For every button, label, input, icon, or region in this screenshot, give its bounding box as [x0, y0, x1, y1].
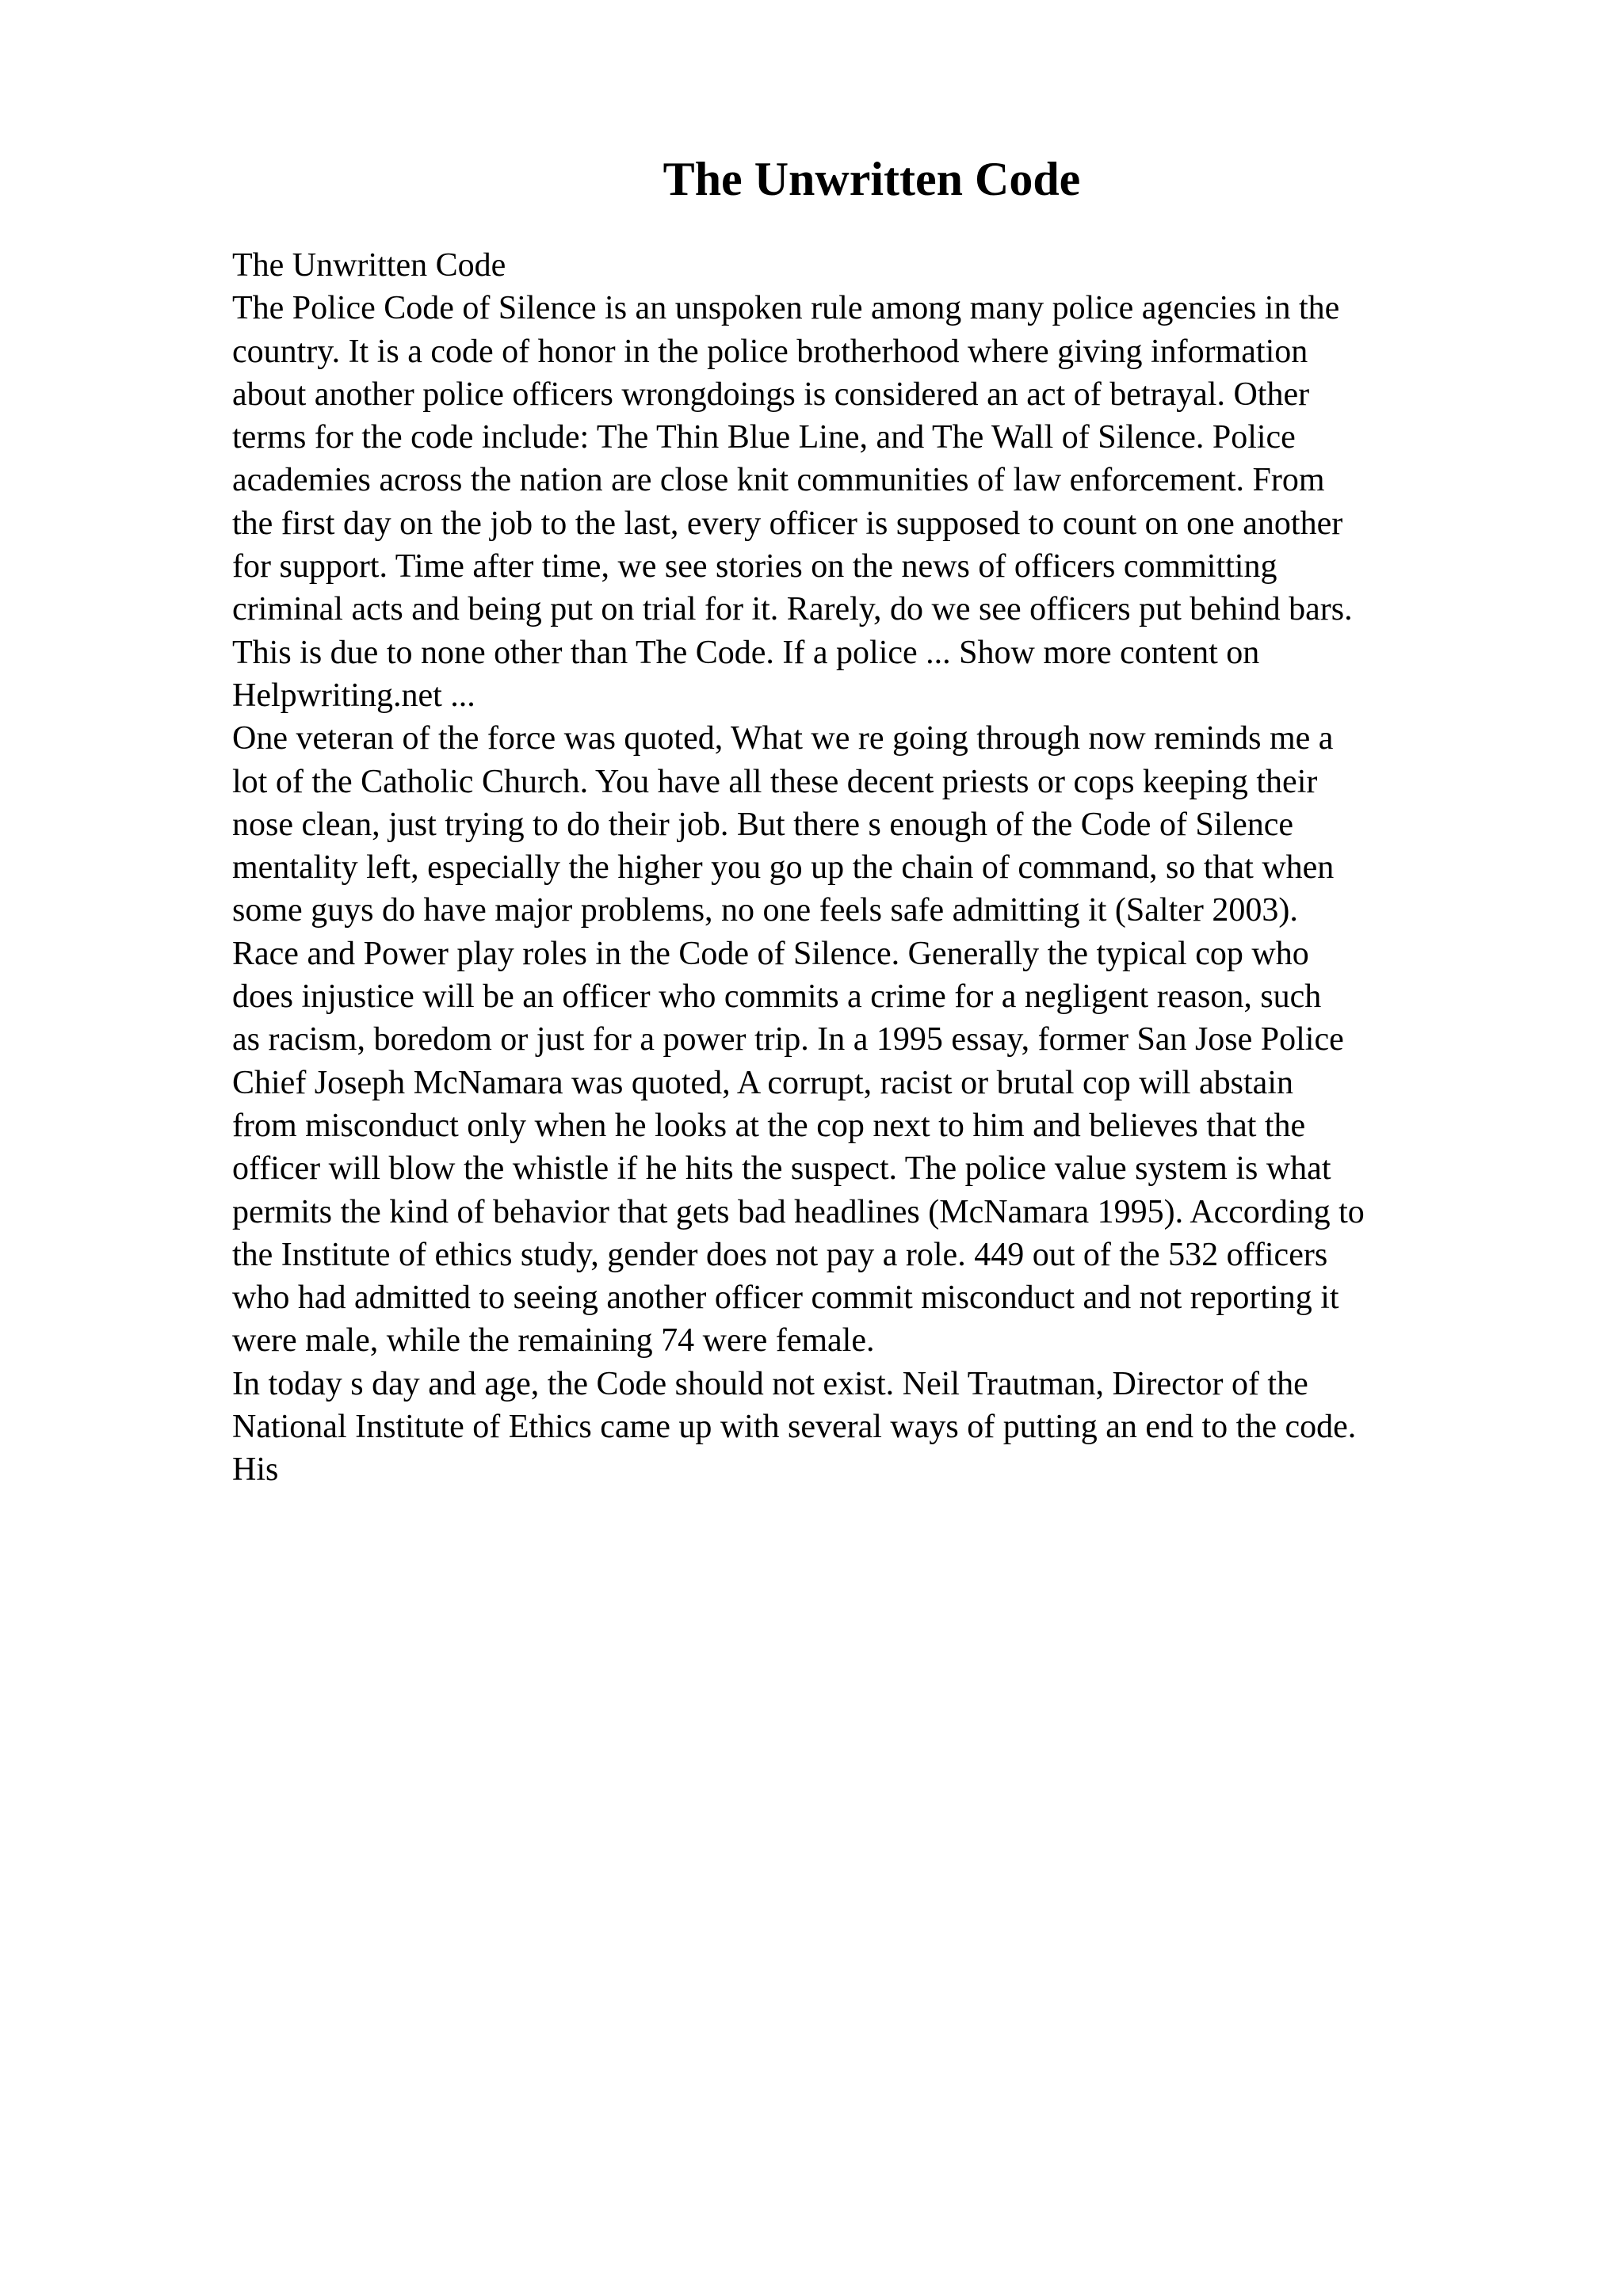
document-body	[232, 244, 1516, 1492]
body-line: from misconduct only when he looks at the cop next to him and believes that the	[232, 1107, 1306, 1144]
body-line: Chief Joseph McNamara was quoted, A corrupt, racist or brutal cop will abstain	[232, 1064, 1293, 1101]
body-line: as racism, boredom or just for a power trip. In a 1995 essay, former San Jose Police	[232, 1021, 1344, 1058]
body-line: some guys do have major problems, no one feels safe admitting it (Salter 2003).	[232, 892, 1298, 929]
body-line: terms for the code include: The Thin Blue Line, and The Wall of Silence. Police	[232, 419, 1296, 456]
body-line: nose clean, just trying to do their job. But there s enough of the Code of Silence	[232, 806, 1294, 843]
body-line: Race and Power play roles in the Code of Silence. Generally the typical cop who	[232, 935, 1309, 972]
body-line: mentality left, especially the higher you go up the chain of command, so that when	[232, 849, 1335, 887]
body-line: the Institute of ethics study, gender does not pay a role. 449 out of the 532 officers	[232, 1236, 1328, 1273]
body-line: This is due to none other than The Code. If a police ... Show more content on	[232, 634, 1260, 671]
body-line: Helpwriting.net ...	[232, 677, 475, 714]
body-line: His	[232, 1451, 279, 1489]
body-line: lot of the Catholic Church. You have all these decent priests or cops keeping their	[232, 763, 1318, 800]
body-line: One veteran of the force was quoted, What we re going through now reminds me a	[232, 720, 1334, 757]
body-line: officer will blow the whistle if he hits the suspect. The police value system is what	[232, 1150, 1331, 1188]
body-line: permits the kind of behavior that gets bad headlines (McNamara 1995). According to	[232, 1193, 1365, 1230]
body-line: about another police officers wrongdoings is considered an act of betrayal. Other	[232, 376, 1310, 413]
body-line: were male, while the remaining 74 were female.	[232, 1322, 875, 1360]
body-line: The Police Code of Silence is an unspoken rule among many police agencies in the	[232, 290, 1340, 327]
body-line: The Unwritten Code	[232, 247, 506, 284]
body-line: academies across the nation are close knit communities of law enforcement. From	[232, 462, 1325, 499]
body-line: the first day on the job to the last, every officer is supposed to count on one another	[232, 505, 1343, 542]
body-line: National Institute of Ethics came up with several ways of putting an end to the code.	[232, 1409, 1357, 1446]
body-line: criminal acts and being put on trial for it. Rarely, do we see officers put behind bars.	[232, 591, 1353, 628]
body-line: who had admitted to seeing another officer commit misconduct and not reporting it	[232, 1280, 1339, 1317]
body-line: country. It is a code of honor in the police brotherhood where giving information	[232, 333, 1308, 370]
body-line: does injustice will be an officer who commits a crime for a negligent reason, such	[232, 978, 1322, 1016]
body-line: In today s day and age, the Code should not exist. Neil Trautman, Director of the	[232, 1365, 1308, 1402]
body-line: for support. Time after time, we see stories on the news of officers committing	[232, 548, 1277, 585]
document-title: The Unwritten Code	[663, 153, 1081, 205]
